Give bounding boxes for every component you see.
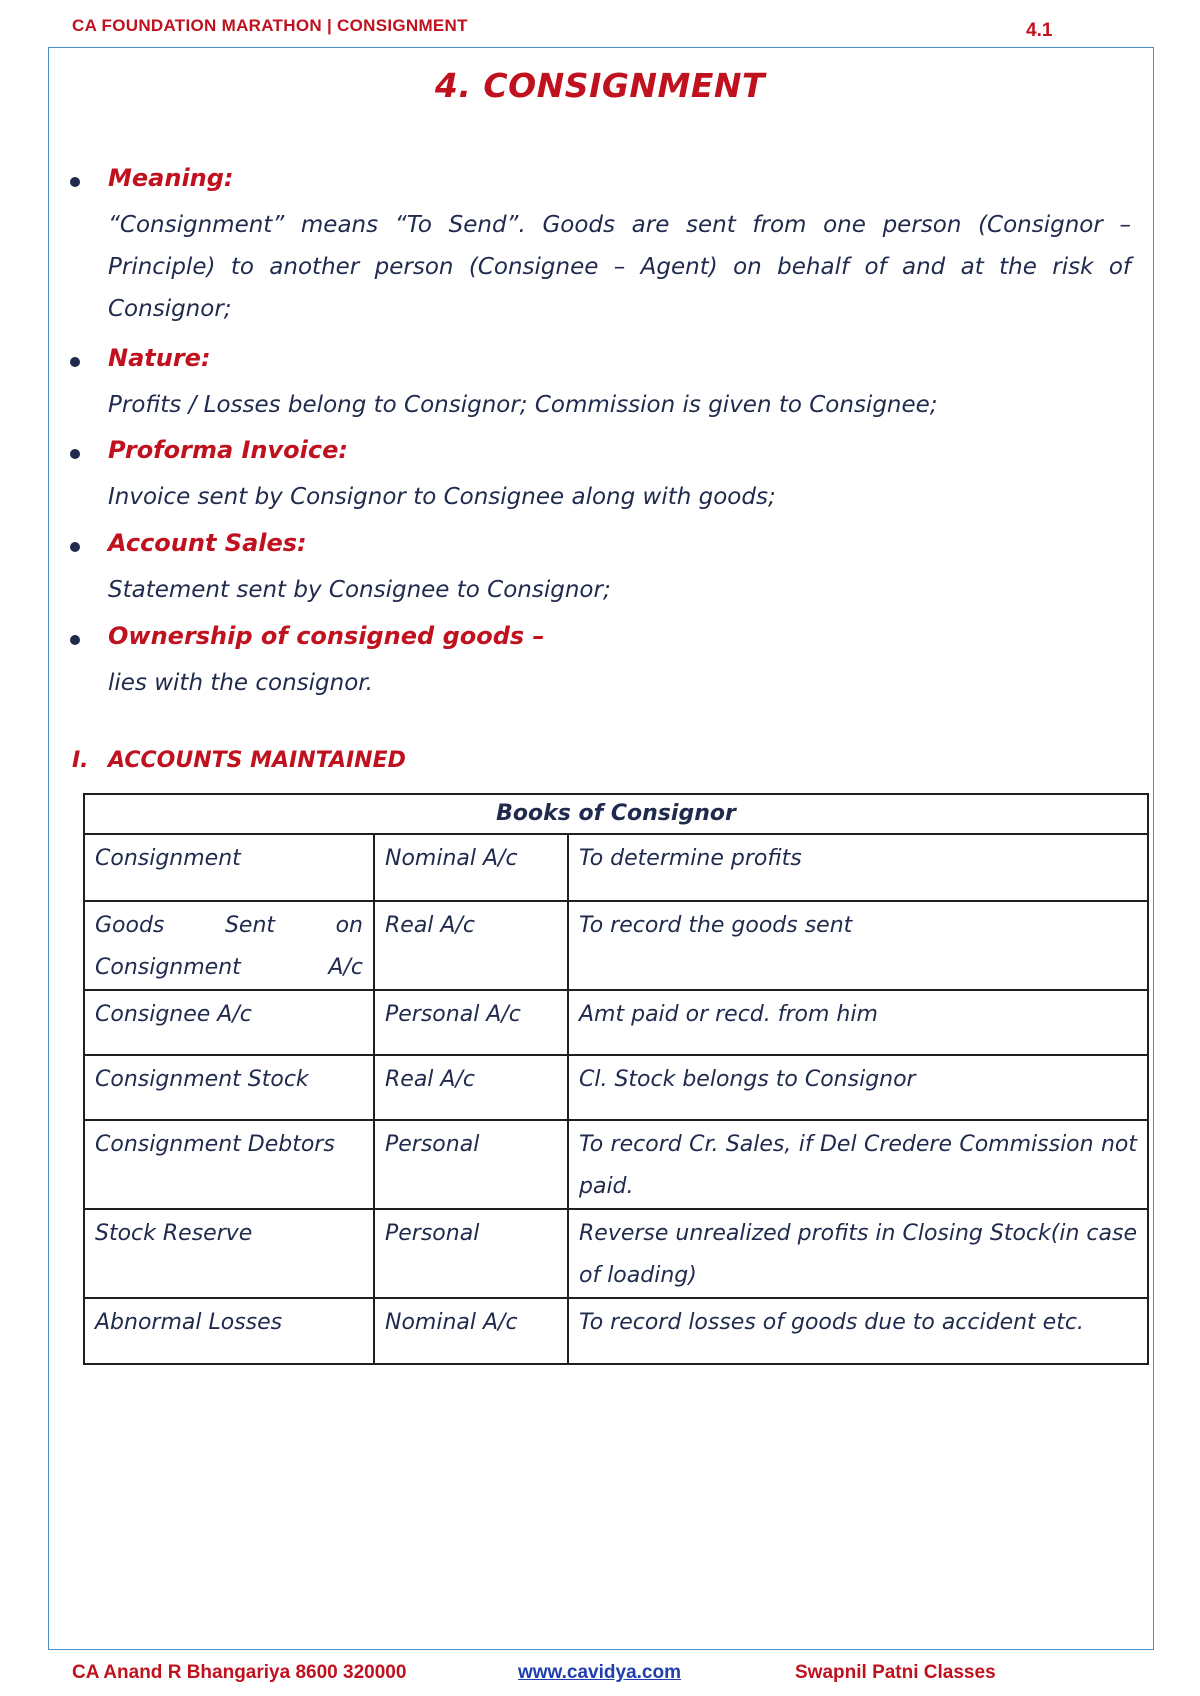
account-type: Real A/c [374, 901, 568, 990]
table-row [84, 1055, 1148, 1120]
point-text-nature: Profits / Losses belong to Consignor; Commission is given to Consignee; [108, 392, 938, 418]
account-type: Real A/c [374, 1055, 568, 1120]
account-name: Consignee A/c [84, 990, 374, 1055]
point-heading-account-sales: Account Sales: [108, 529, 307, 557]
section-heading [72, 748, 406, 773]
account-type: Personal A/c [374, 990, 568, 1055]
point-heading-ownership: Ownership of consigned goods – [108, 622, 545, 650]
account-name: Consignment Stock [84, 1055, 374, 1120]
table-row [84, 1298, 1148, 1364]
table-row [84, 990, 1148, 1055]
header-title: CA FOUNDATION MARATHON | CONSIGNMENT [72, 16, 468, 35]
account-purpose: Amt paid or recd. from him [568, 990, 1148, 1055]
account-type: Personal [374, 1120, 568, 1209]
account-name: Consignment Debtors [84, 1120, 374, 1209]
account-purpose: To record Cr. Sales, if Del Credere Commission not paid. [568, 1120, 1148, 1209]
bullet-icon [70, 449, 80, 459]
account-purpose: To determine profits [568, 834, 1148, 901]
table-row [84, 1209, 1148, 1298]
account-type: Nominal A/c [374, 1298, 568, 1364]
table-row [84, 1120, 1148, 1209]
account-name: Stock Reserve [84, 1209, 374, 1298]
point-text-meaning: “Consignment” means “To Send”. Goods are sent from one person (Consignor – Principle) to another person (Consignee – Agent) on behalf of and at the risk of Consignor; [108, 212, 1131, 322]
account-purpose: To record losses of goods due to accident etc. [568, 1298, 1148, 1364]
table-row [84, 834, 1148, 901]
account-purpose: To record the goods sent [568, 901, 1148, 990]
account-name: Abnormal Losses [84, 1298, 374, 1364]
table-row [84, 901, 1148, 990]
point-heading-proforma: Proforma Invoice: [108, 436, 348, 464]
bullet-icon [70, 357, 80, 367]
footer-author: CA Anand R Bhangariya 8600 320000 [72, 1662, 407, 1683]
point-text-proforma: Invoice sent by Consignor to Consignee along with goods; [108, 484, 776, 510]
point-heading-nature: Nature: [108, 344, 211, 372]
page-title: 4. CONSIGNMENT [434, 66, 766, 105]
point-heading-meaning: Meaning: [108, 164, 234, 192]
account-purpose: Cl. Stock belongs to Consignor [568, 1055, 1148, 1120]
account-type: Personal [374, 1209, 568, 1298]
table-header-row [84, 794, 1148, 834]
footer-classes: Swapnil Patni Classes [795, 1662, 996, 1683]
point-text-account-sales: Statement sent by Consignee to Consignor; [108, 577, 611, 603]
page-number: 4.1 [1026, 20, 1053, 41]
bullet-icon [70, 177, 80, 187]
account-name: Consignment [84, 834, 374, 901]
table-caption: Books of Consignor [84, 794, 1148, 834]
section-number: I. [72, 748, 89, 773]
point-text-ownership: lies with the consignor. [108, 670, 373, 696]
account-purpose: Reverse unrealized profits in Closing Stock(in case of loading) [568, 1209, 1148, 1298]
bullet-icon [70, 635, 80, 645]
bullet-icon [70, 542, 80, 552]
footer-website-link[interactable]: www.cavidya.com [518, 1662, 681, 1683]
section-title: ACCOUNTS MAINTAINED [108, 748, 406, 773]
account-type: Nominal A/c [374, 834, 568, 901]
accounts-table [83, 793, 1149, 1365]
account-name: Goods Sent on Consignment A/c [84, 901, 374, 990]
